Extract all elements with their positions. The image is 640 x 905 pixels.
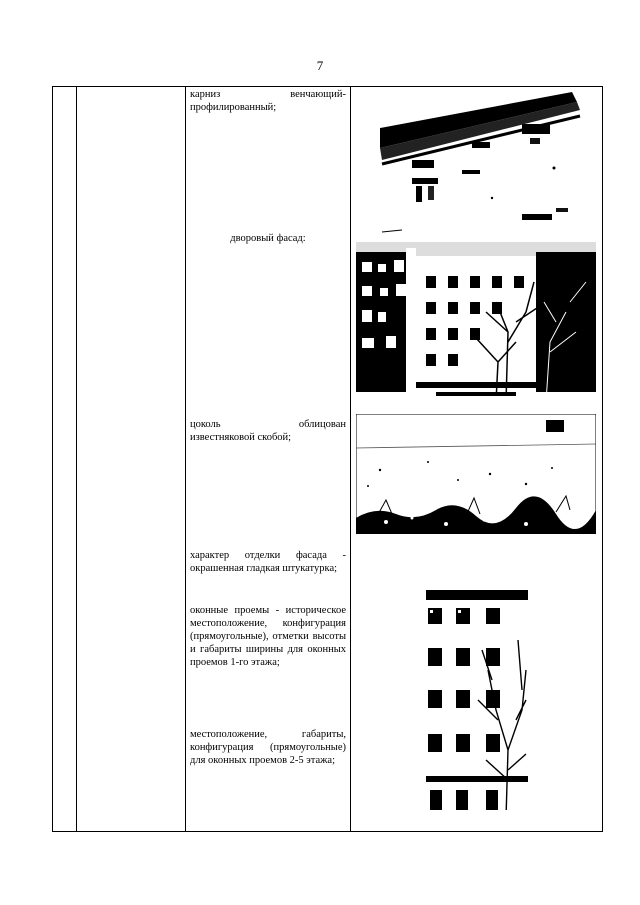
- courtyard-facade-heading: дворовый фасад:: [230, 233, 306, 244]
- page-number: 7: [316, 58, 324, 73]
- plinth-word-2: облицован: [298, 419, 346, 430]
- cornice-photo: [372, 88, 594, 234]
- column-divider: [76, 87, 77, 831]
- plinth-text: [190, 418, 346, 444]
- cornice-text: карниз венчающий-профилированный;: [190, 89, 346, 113]
- facade-finish-text: характер отделки фасада - окрашенная гладкая штукатурка;: [190, 550, 346, 574]
- windows-floor1-text: оконные проемы - историческое местоположение, конфигурация (прямоугольные), отметки высоты и габариты ширины для оконных проемов 1-го этажа;: [190, 605, 346, 668]
- plinth-line-2: известняковой скобой;: [190, 432, 292, 443]
- column-divider: [185, 87, 186, 831]
- plinth-word-1: цоколь: [190, 419, 221, 430]
- courtyard-facade-photo: [356, 242, 596, 402]
- plinth-photo: [356, 414, 596, 534]
- windows-floors2-5-text: местоположение, габариты, конфигурация (прямоугольные) для оконных проемов 2-5 этажа;: [190, 729, 346, 766]
- column-divider: [350, 87, 351, 831]
- facade-windows-photo: [426, 590, 528, 818]
